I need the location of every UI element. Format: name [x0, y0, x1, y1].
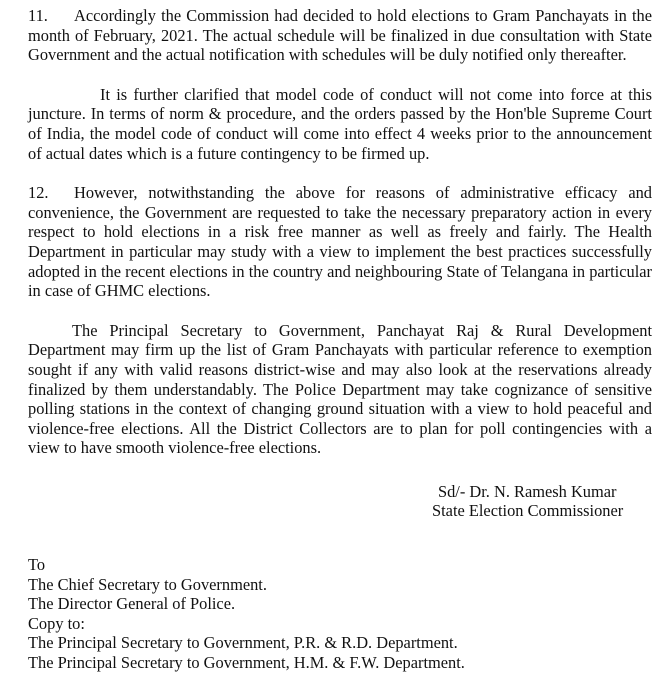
signatory-title: State Election Commissioner	[432, 501, 624, 521]
paragraph-secretary: The Principal Secretary to Government, Panchayat Raj & Rural Development Department may firm up the list of Gram Panchayats with particular reference to exemption sought if any with valid reasons district-wise and may also look at the reservations already finalized by them understandably. The Police Department may take cognizance of sensitive polling stations in the context of changing ground situation with a view to hold peaceful and violence-free elections. All the District Collectors are to plan for poll contingencies with a view to have smooth violence-free elections.	[28, 320, 652, 458]
paragraph-text: However, notwithstanding the above for reasons of administrative efficacy and convenience, the Government are requested to take the necessary preparatory action in every respect to hold elections in a risk free manner as well as freely and fairly. The Health Department in particular may study with a view to implement the best practices successfully adopted in the recent elections in the country and neighbouring State of Telangana in particular in case of GHMC elections.	[28, 183, 652, 301]
addressee-block	[28, 555, 652, 673]
paragraph-11	[28, 6, 652, 65]
addressee-line: The Director General of Police.	[28, 594, 236, 614]
copy-recipient-line: The Principal Secretary to Government, P.R. & R.D. Department.	[28, 633, 458, 653]
document-page	[28, 6, 652, 673]
paragraph-clarification: It is further clarified that model code of conduct will not come into force at this juncture. In terms of norm & procedure, and the orders passed by the Hon'ble Supreme Court of India, the model code of conduct will come into effect 4 weeks prior to the announcement of actual dates which is a future contingency to be firmed up.	[28, 84, 652, 163]
paragraph-text: Accordingly the Commission had decided to hold elections to Gram Panchayats in the month of February, 2021. The actual schedule will be finalized in due consultation with State Government and the actual notification with schedules will be duly notified only thereafter.	[28, 6, 652, 65]
paragraph-number: 11.	[28, 6, 48, 25]
copy-to-label: Copy to:	[28, 613, 85, 633]
signatory-name: Sd/- Dr. N. Ramesh Kumar	[438, 481, 617, 501]
signature-block	[432, 482, 652, 521]
to-label: To	[28, 555, 46, 575]
paragraph-number: 12.	[28, 183, 49, 203]
copy-recipient-line: The Principal Secretary to Government, H.M. & F.W. Department.	[28, 653, 465, 673]
paragraph-12	[28, 183, 652, 301]
addressee-line: The Chief Secretary to Government.	[28, 574, 267, 594]
